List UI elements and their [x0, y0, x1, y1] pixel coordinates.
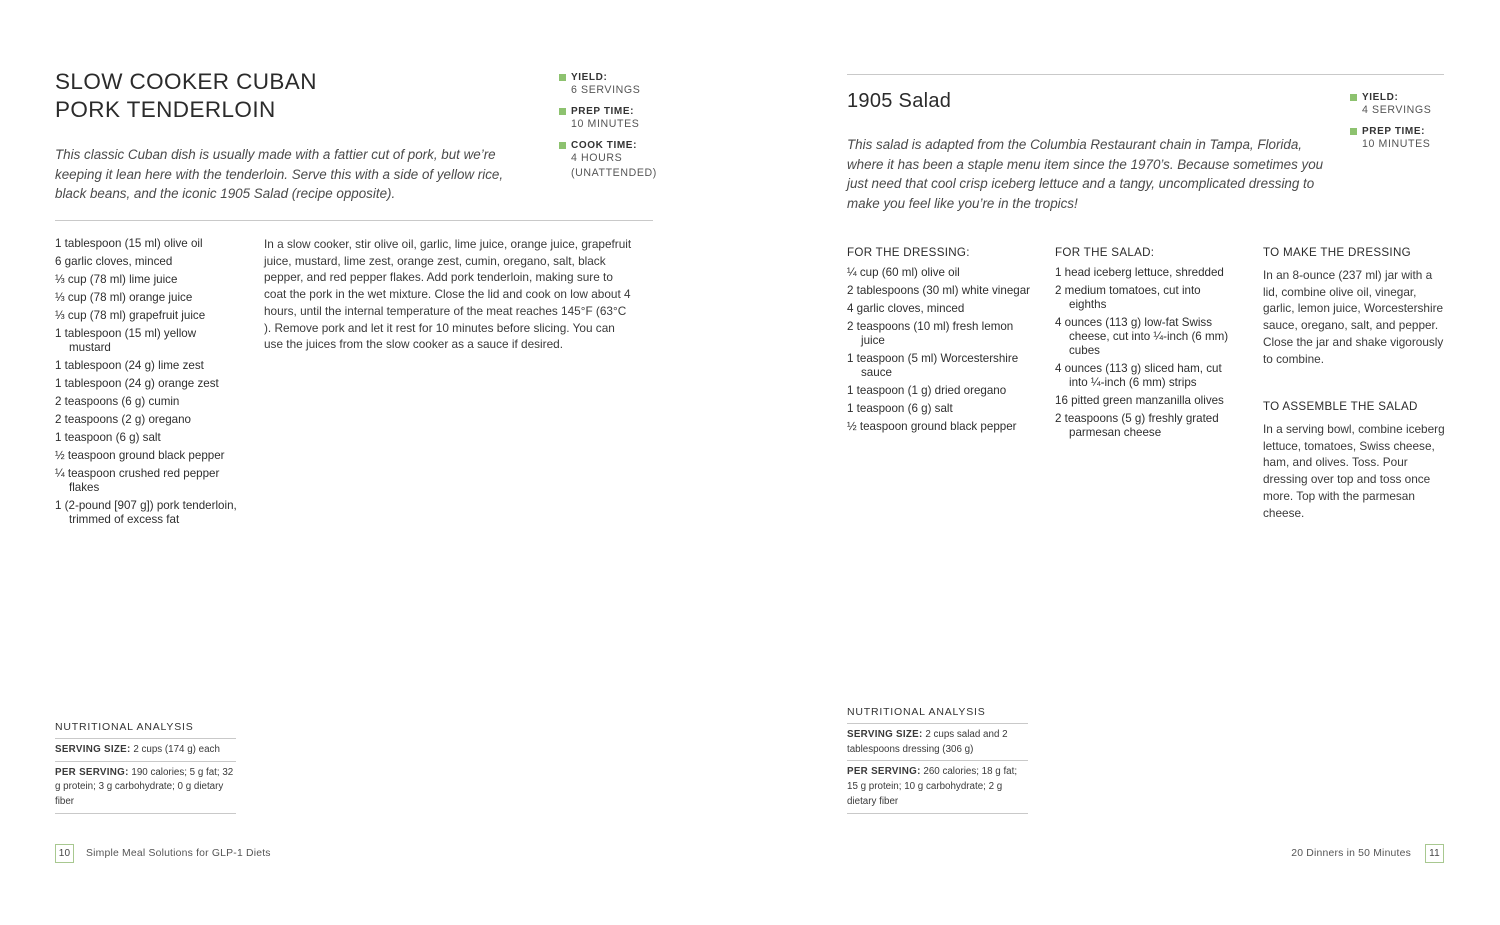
ingredient-item: 1 teaspoon (1 g) dried oregano: [847, 384, 1007, 397]
running-footer-text: Simple Meal Solutions for GLP-1 Diets: [86, 848, 271, 859]
green-square-icon: [559, 108, 566, 115]
ingredient-item: 1 tablespoon (15 ml) olive oil: [55, 237, 203, 250]
green-square-icon: [559, 142, 566, 149]
meta-value: 10 MINUTES: [571, 118, 640, 130]
serving-size-label: SERVING SIZE:: [55, 743, 131, 755]
right-page: [750, 0, 1500, 925]
ingredient-item: 1 tablespoon (24 g) lime zest: [55, 359, 204, 372]
recipe-meta: [559, 72, 669, 189]
yield-meta: [559, 72, 669, 98]
ingredient-item: 2 teaspoons (2 g) oregano: [55, 413, 192, 426]
prep-time-meta: [1350, 126, 1450, 152]
per-serving-label: PER SERVING:: [55, 766, 129, 778]
nutritional-analysis: [847, 705, 1028, 814]
meta-label: PREP TIME:: [1362, 126, 1426, 137]
recipe-meta: [1350, 92, 1450, 160]
ingredient-item: ¼ cup (60 ml) olive oil: [847, 266, 960, 279]
recipe-title: [55, 68, 515, 124]
ingredient-item: 2 teaspoons (5 g) freshly grated parmesan cheese: [1055, 412, 1219, 439]
nutrition-title: NUTRITIONAL ANALYSIS: [55, 720, 236, 739]
ingredient-item: ⅓ cup (78 ml) grapefruit juice: [55, 309, 206, 322]
make-dressing-text: In an 8-ounce (237 ml) jar with a lid, combine olive oil, vinegar, garlic, lemon juice, Worcestershire sauce, oregano, salt, and pepper. Close the jar and shake vigorously to combine.: [1263, 268, 1444, 366]
ingredient-item: 1 (2-pound [907 g]) pork tenderloin, trimmed of excess fat: [55, 499, 237, 526]
serving-size-row: [55, 739, 236, 762]
nutrition-title: NUTRITIONAL ANALYSIS: [847, 705, 1028, 724]
ingredient-item: 1 teaspoon (6 g) salt: [55, 431, 161, 444]
dressing-ingredient-list: [847, 266, 1037, 438]
assemble-heading: TO ASSEMBLE THE SALAD: [1263, 400, 1418, 413]
yield-meta: [1350, 92, 1450, 118]
recipe-title: 1905 Salad: [847, 90, 952, 112]
page-number: 11: [1425, 844, 1444, 863]
recipe-title-line2: PORK TENDERLOIN: [55, 97, 276, 122]
per-serving-row: [55, 762, 236, 814]
ingredient-item: 4 garlic cloves, minced: [847, 302, 965, 315]
divider: [55, 220, 653, 221]
per-serving-value: 190 calories; 5 g fat; 32 g protein; 3 g carbohydrate; 0 g dietary fiber: [55, 766, 234, 808]
ingredient-item: ⅓ cup (78 ml) orange juice: [55, 291, 193, 304]
ingredient-item: 1 teaspoon (5 ml) Worcestershire sauce: [847, 352, 1019, 379]
green-square-icon: [1350, 128, 1357, 135]
per-serving-label: PER SERVING:: [847, 766, 921, 778]
salad-ingredient-list: [1055, 266, 1240, 444]
dressing-heading: FOR THE DRESSING:: [847, 246, 970, 259]
serving-size-row: [847, 724, 1028, 762]
serving-size-label: SERVING SIZE:: [847, 728, 923, 740]
green-square-icon: [1350, 94, 1357, 101]
assemble-text: In a serving bowl, combine iceberg lettuce, tomatoes, Swiss cheese, ham, and olives. Toss. Pour dressing over top and toss once more. Top with the parmesan cheese.: [1263, 422, 1445, 520]
page-footer: [1291, 844, 1444, 863]
ingredient-item: 2 teaspoons (6 g) cumin: [55, 395, 180, 408]
instructions: In a slow cooker, stir olive oil, garlic, lime juice, orange juice, grapefruit juice, mustard, lime zest, orange zest, cumin, oregano, salt, black pepper, and red pepper flakes. Add pork tenderloin, making sure to coat the pork in the wet mixture. Close the lid and cook on low about 4 hours, until the internal temperature of the meat reaches 145°F (63°C ). Remove pork and let it rest for 10 minutes before slicing. You can use the juices from the slow cooker as a sauce if desired.: [264, 237, 632, 352]
ingredient-item: 1 head iceberg lettuce, shredded: [1055, 266, 1224, 279]
meta-value: 4 SERVINGS: [1362, 104, 1432, 116]
ingredient-item: ½ teaspoon ground black pepper: [55, 449, 225, 462]
page-footer: [55, 844, 271, 863]
ingredient-item: ⅓ cup (78 ml) lime juice: [55, 273, 178, 286]
running-footer-text: 20 Dinners in 50 Minutes: [1291, 848, 1411, 859]
prep-time-meta: [559, 106, 669, 132]
nutritional-analysis: [55, 720, 236, 814]
cook-time-meta: [559, 140, 669, 180]
salad-heading: FOR THE SALAD:: [1055, 246, 1155, 259]
ingredient-item: 1 tablespoon (24 g) orange zest: [55, 377, 219, 390]
meta-value: 6 SERVINGS: [571, 84, 641, 96]
ingredient-item: 16 pitted green manzanilla olives: [1055, 394, 1224, 407]
serving-size-value: 2 cups (174 g) each: [133, 743, 220, 755]
serving-size-value: 2 cups salad and 2 tablespoons dressing (306 g): [847, 728, 1008, 755]
meta-label: PREP TIME:: [571, 106, 635, 117]
ingredient-item: 1 tablespoon (15 ml) yellow mustard: [55, 327, 197, 354]
ingredient-item: 2 tablespoons (30 ml) white vinegar: [847, 284, 1031, 297]
ingredient-item: ¼ teaspoon crushed red pepper flakes: [55, 467, 220, 494]
ingredient-item: ½ teaspoon ground black pepper: [847, 420, 1017, 433]
recipe-title-line1: SLOW COOKER CUBAN: [55, 69, 317, 94]
page-number: 10: [55, 844, 74, 863]
meta-value: 10 MINUTES: [1362, 138, 1431, 150]
make-dressing-heading: TO MAKE THE DRESSING: [1263, 246, 1411, 259]
recipe-intro: This classic Cuban dish is usually made with a fattier cut of pork, but we’re keeping it lean here with the tenderloin. Serve this with a side of yellow rice, black beans, and the iconic 1905 Salad (recipe opposite).: [55, 147, 504, 201]
per-serving-value: 260 calories; 18 g fat; 15 g protein; 10 g carbohydrate; 2 g dietary fiber: [847, 766, 1018, 807]
recipe-intro: This salad is adapted from the Columbia Restaurant chain in Tampa, Florida, where it has been a staple menu item since the 1970’s. Because sometimes you just need that cool crisp iceberg lettuce and a tangy, uncomplicated dressing to make you feel like you’re in the tropics!: [847, 137, 1324, 211]
meta-label: YIELD:: [571, 72, 608, 83]
meta-value: 4 HOURS (UNATTENDED): [571, 152, 657, 179]
per-serving-row: [847, 761, 1028, 813]
meta-label: YIELD:: [1362, 92, 1399, 103]
ingredient-item: 1 teaspoon (6 g) salt: [847, 402, 953, 415]
ingredient-item: 2 medium tomatoes, cut into eighths: [1055, 284, 1201, 311]
ingredient-item: 2 teaspoons (10 ml) fresh lemon juice: [847, 320, 1014, 347]
ingredient-item: 4 ounces (113 g) low-fat Swiss cheese, cut into ¼-inch (6 mm) cubes: [1055, 316, 1229, 357]
ingredient-item: 6 garlic cloves, minced: [55, 255, 173, 268]
ingredient-item: 4 ounces (113 g) sliced ham, cut into ¼-inch (6 mm) strips: [1055, 362, 1222, 389]
ingredient-list: [55, 237, 240, 531]
green-square-icon: [559, 74, 566, 81]
meta-label: COOK TIME:: [571, 140, 637, 151]
top-divider: [847, 74, 1444, 75]
